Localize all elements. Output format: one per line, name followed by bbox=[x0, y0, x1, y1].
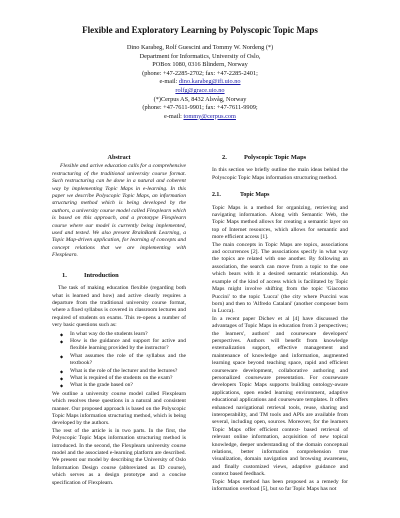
author-email-line-1 bbox=[0, 78, 400, 87]
author-block bbox=[0, 44, 400, 121]
email-link-rolf[interactable]: rolfg@grace.uio.no bbox=[175, 86, 225, 94]
subsection-title: Topic Maps bbox=[240, 192, 270, 199]
list-item: ◆ What is required of the students on the exam? bbox=[60, 375, 186, 382]
email-prefix-2: e-mail: bbox=[164, 112, 184, 120]
email-link-tommy[interactable]: tommy@cerpus.com bbox=[183, 112, 236, 120]
author-email-line-2 bbox=[0, 87, 400, 96]
list-item: ◆ What is the grade based on? bbox=[60, 382, 186, 389]
sec21-paragraph-3: In a recent paper Dichev et al [4] have discussed the advantages of Topic Maps in education from 3 perspectives; the learners', authors' and courseware developers' perspectives. Authors will benefit from knowledge externalization support, effective management and maintenance of knowledge and information, augmented learning space beyond teaching space, rapid and efficient courseware development, collaborative authoring and personalized courseware presentation. For courseware developers Topic Maps supports building ontology-aware applications, open ended learning environment, adaptive educational applications and courseware templates. It offers enhanced navigational retrieval tools, reuse, sharing and interoperability, and TM tools and APIs are available from several, including open, sources. Moreover, for the learners Topic Maps offer efficient context- based retrieval of relevant online information, acquisition of new topical knowledge, deeper understanding of the domain conceptual relations, better information comprehension true visualization, domain navigation and browsing awareness, and finally customized views, adaptive guidance and context based feedback. bbox=[212, 315, 348, 478]
author-phone: (phone: +47-2285-2702; fax: +47-2285-2401; bbox=[142, 69, 258, 77]
abstract-text: Flexible and active education calls for a comprehensive restructuring of the traditional university course format. Such restructuring can be done in a natural and coherent way by implementing Topic Maps in e-learning. In this paper we describe Polyscopic Topic Maps, an information structuring method which is being developed by the authors, a university course model called Flexplearn which is based on this approach, and a prototype Flexplearn course where our model is currently being implemented, used and tested. We also present BrainBank Learning, a Topic Map-driven application, for learning of concepts and concept relations that we are implementing with Flexplearn. bbox=[52, 163, 186, 259]
intro-paragraph-1: The task of making education flexible (regarding both what is learned and how) and active clearly requires a departure from the traditional university course format, where a fixed syllabus is covered in classroom lectures and required of students on exams. This re-opens a number of very basic questions such as: bbox=[52, 285, 186, 329]
sec21-paragraph-4: Topic Maps method has been proposed as a remedy for information overload [5], but so far Topic Maps has not bbox=[212, 478, 348, 493]
section-number: 2. bbox=[222, 154, 227, 161]
sec2-paragraph-1: In this section we briefly outline the main ideas behind the Polyscopic Topic Maps information structuring method. bbox=[212, 167, 348, 181]
list-item: ◆ What is the role of the lecturer and the lectures? bbox=[60, 368, 186, 375]
author-names: Dino Karabeg, Rolf Guescini and Tommy W. Nordeng (*) bbox=[126, 44, 274, 51]
author-email-line-3 bbox=[0, 113, 400, 122]
author-affiliation: Department for Informatics, University of Oslo, bbox=[139, 52, 261, 60]
section-title: Polyscopic Topic Maps bbox=[244, 154, 307, 161]
author-company: (*)Cerpus AS, 8432 Alsvåg, Norway bbox=[153, 95, 247, 103]
author-phone-2: (phone: +47-7611-9901; fax: +47-7611-9909; bbox=[142, 104, 258, 112]
section-number: 1. bbox=[62, 271, 67, 279]
sec21-paragraph-1: Topic Maps is a method for organizing, retrieving and navigating information. Along with Semantic Web, the Topic Maps method allows for creating a semantic layer on top of Internet resources, which allows for semantic and more efficient access [1]. bbox=[212, 204, 348, 241]
section-heading-introduction bbox=[52, 272, 186, 279]
left-column bbox=[52, 154, 186, 487]
author-address: POBox 1080, 0316 Blindern, Norway bbox=[152, 61, 248, 69]
section-title: Introduction bbox=[84, 271, 119, 279]
email-link-dino[interactable]: dino.karabeg@ifi.uio.no bbox=[178, 78, 241, 86]
subsection-heading-topic-maps bbox=[212, 192, 348, 199]
sec21-paragraph-2: The main concepts in Topic Maps are topics, associations and occurrences [2]. The associations specify in what way the topics are related with one another. By following an association, the search can move from a topic to the one which bears with it a desired semantic relationship. An example of the kind of access which is facilitated by Topic Maps might involve shifting from the topic 'Giacomo Puccini' to the topic 'Lucca' (the city where Puccini was born) and then to 'Alfredo Catalani' (another composer born in Lucca). bbox=[212, 241, 348, 315]
paper-title: Flexible and Exploratory Learning by Polyscopic Topic Maps bbox=[82, 25, 318, 35]
section-heading-polyscopic bbox=[212, 154, 348, 161]
intro-paragraph-2: We outline a university course model called Flexplearn which resolves these questions in a natural and consistent manner. Our proposed approach is based on the Polyscopic Topic Maps information structuring method, which is being developed by the authors. bbox=[52, 390, 186, 427]
intro-paragraph-3: The rest of the article is in two parts. In the first, the Polyscopic Topic Maps information structuring method is introduced. In the second, the Flexplearn university course model and the associated e-learning platform are described. We present our model by describing the University of Oslo Information Design course (abbreviated as ID course), which serves as a design prototype and a concise specification of Flexplearn. bbox=[52, 427, 186, 486]
right-column bbox=[212, 154, 348, 493]
subsection-number: 2.1. bbox=[212, 192, 221, 199]
list-item: ◆ How is the guidance and support for active and flexible learning provided by the instructor? bbox=[60, 338, 186, 353]
question-list bbox=[52, 331, 186, 390]
list-item: ◆ In what way do the students learn? bbox=[60, 331, 186, 338]
list-item: ◆ What assumes the role of the syllabus and the textbook? bbox=[60, 353, 186, 368]
email-prefix: e-mail: bbox=[159, 78, 179, 86]
abstract-heading: Abstract bbox=[107, 154, 131, 161]
